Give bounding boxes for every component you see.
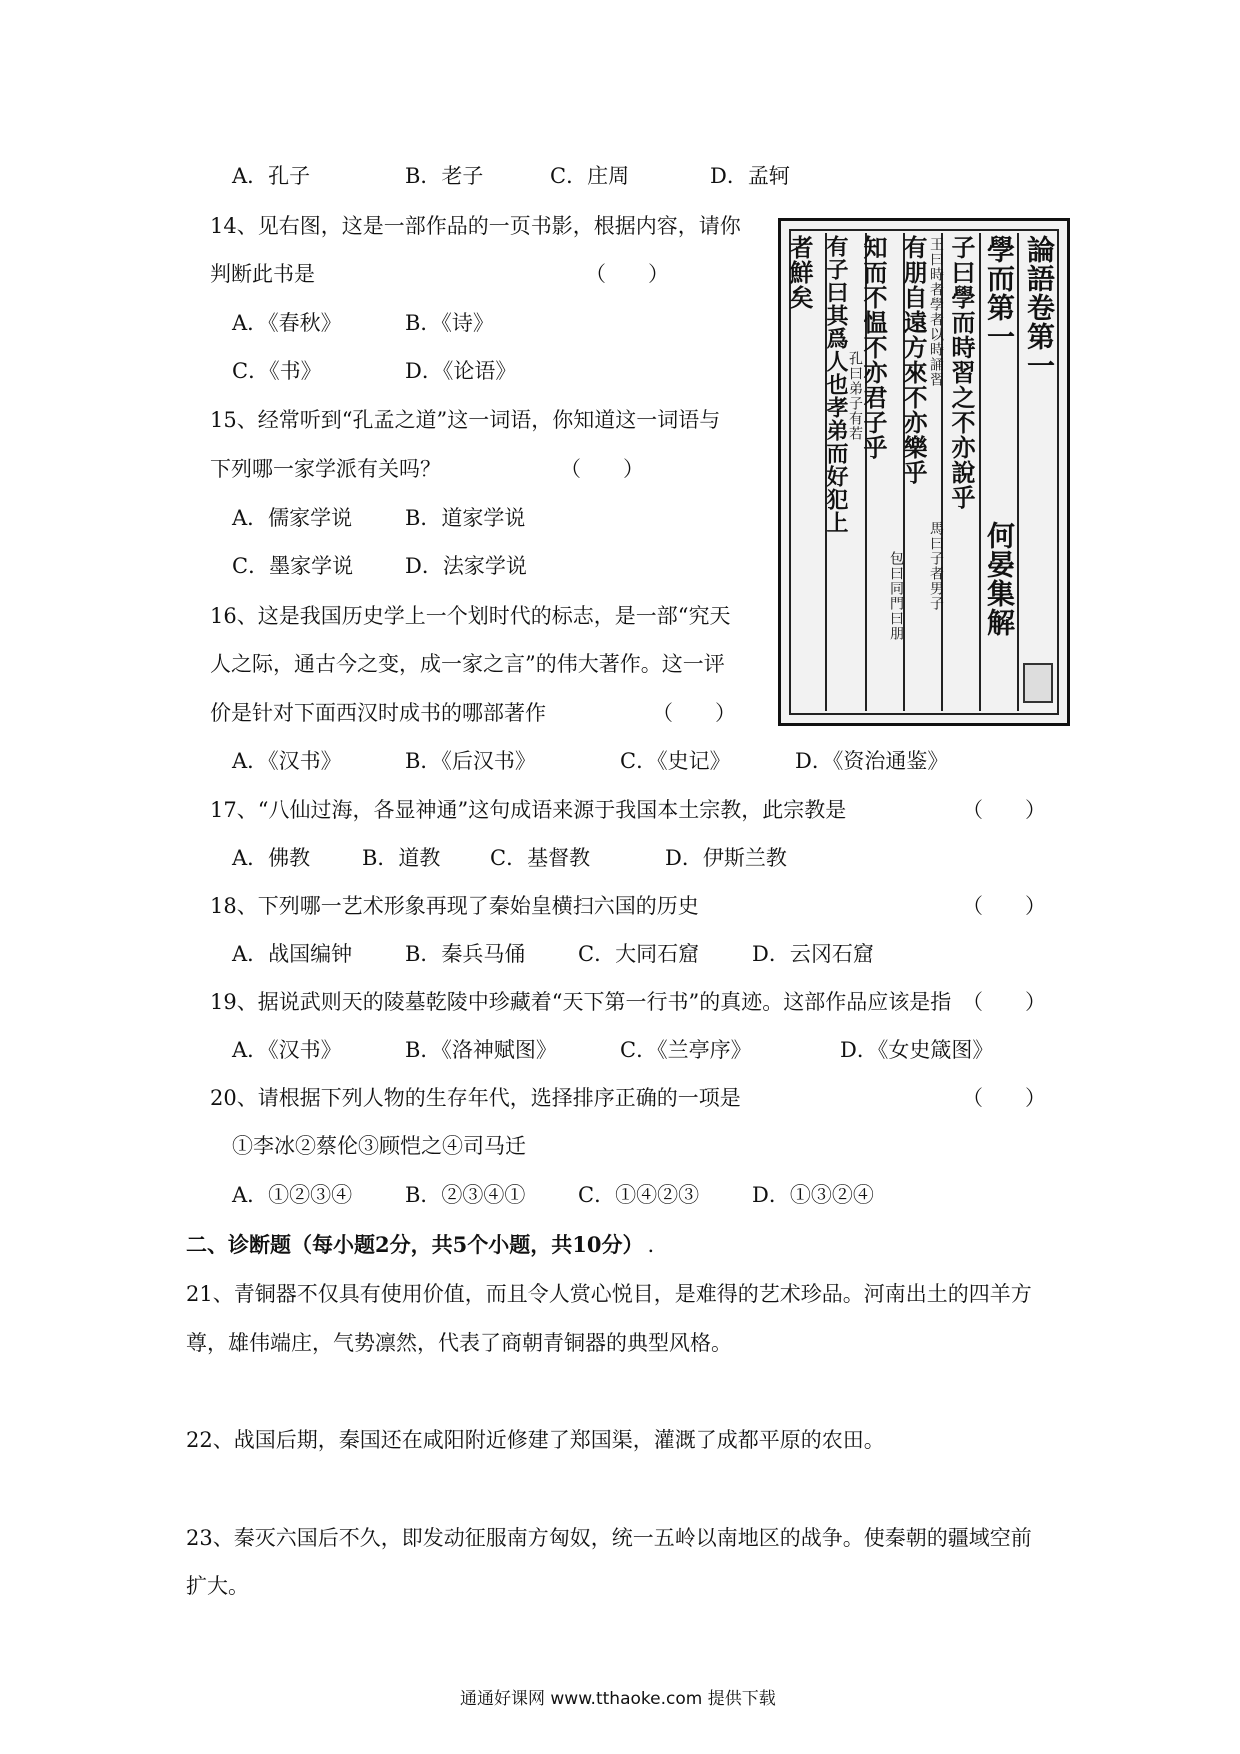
q16-option-a: A．《汉书》 <box>232 749 342 773</box>
book-col-line3: 知而不愠不亦君子乎 <box>859 235 888 460</box>
book-note-2: 包曰同門曰朋 <box>888 551 904 641</box>
q20-option-c: C．①④②③ <box>578 1183 700 1207</box>
section-2-heading <box>186 1229 654 1259</box>
q20-people-list: ①李冰②蔡伦③顾恺之④司马迁 <box>232 1134 526 1158</box>
book-col-title: 論語卷第一 <box>1023 235 1056 380</box>
q16-option-d: D．《资治通鉴》 <box>795 749 949 773</box>
q17-option-c: C．基督教 <box>490 846 591 870</box>
book-col-commentator: 何晏集解 <box>983 521 1016 637</box>
book-col-line1: 子曰學而時習之不亦說乎 <box>947 235 976 510</box>
q20-option-d: D．①③②④ <box>752 1183 874 1207</box>
q14-option-a: A．《春秋》 <box>232 311 342 335</box>
section-2-dot: . <box>647 1233 655 1257</box>
book-seal-stamp <box>1023 663 1053 703</box>
q18-option-d: D．云冈石窟 <box>752 942 874 966</box>
q17-text-line1: 17、“八仙过海，各显神通”这句成语来源于我国本土宗教，此宗教是 <box>210 798 847 822</box>
q16-answer-paren: （ ） <box>652 701 736 725</box>
q23-text-line2: 扩大。 <box>186 1574 249 1598</box>
book-col-chapter: 學而第一 <box>983 235 1016 351</box>
q20-text-line1: 20、请根据下列人物的生存年代，选择排序正确的一项是 <box>210 1086 741 1110</box>
q23-text-line1: 23、秦灭六国后不久，即发动征服南方匈奴，统一五岭以南地区的战争。使秦朝的疆域空前 <box>186 1526 1032 1550</box>
book-col-line4: 有子曰其爲人也孝弟而好犯上 <box>823 235 849 534</box>
q14-text-line2: 判断此书是 <box>210 262 315 286</box>
q19-option-c: C．《兰亭序》 <box>620 1038 752 1062</box>
q19-option-d: D．《女史箴图》 <box>840 1038 994 1062</box>
q20-option-b: B．②③④① <box>405 1183 526 1207</box>
q14-answer-paren: （ ） <box>585 262 669 286</box>
q19-text-line1: 19、据说武则天的陵墓乾陵中珍藏着“天下第一行书”的真迹。这部作品应该是指 <box>210 990 952 1014</box>
q19-answer-paren: （ ） <box>962 990 1046 1014</box>
q20-answer-paren: （ ） <box>962 1086 1046 1110</box>
q18-answer-paren: （ ） <box>962 894 1046 918</box>
q15-answer-paren: （ ） <box>560 457 644 481</box>
book-page-image <box>778 218 1070 726</box>
q15-option-d: D．法家学说 <box>405 554 527 578</box>
q16-text-line3: 价是针对下面西汉时成书的哪部著作 <box>210 701 546 725</box>
q21-text-line2: 尊，雄伟端庄，气势凛然，代表了商朝青铜器的典型风格。 <box>186 1331 732 1355</box>
page-footer: 通通好课网 www.tthaoke.com 提供下载 <box>460 1689 776 1709</box>
book-col-line2: 有朋自遠方來不亦樂乎 <box>899 235 928 485</box>
book-note-1: 王曰時者學者以時誦習 <box>928 237 944 387</box>
q22-text-line1: 22、战国后期，秦国还在咸阳附近修建了郑国渠，灌溉了成都平原的农田。 <box>186 1428 885 1452</box>
q14-option-c: C．《书》 <box>232 359 322 383</box>
q16-text-line1: 16、这是我国历史学上一个划时代的标志，是一部“究天 <box>210 604 731 628</box>
q14-text-line1: 14、见右图，这是一部作品的一页书影，根据内容，请你 <box>210 214 741 238</box>
q17-option-a: A．佛教 <box>232 846 311 870</box>
q15-text-line2: 下列哪一家学派有关吗？ <box>210 457 441 481</box>
q15-option-b: B．道家学说 <box>405 506 526 530</box>
q13-option-c: C．庄周 <box>550 164 630 188</box>
q13-option-b: B．老子 <box>405 164 484 188</box>
q13-option-a: A．孔子 <box>232 164 311 188</box>
q18-option-b: B．秦兵马俑 <box>405 942 526 966</box>
q16-text-line2: 人之际，通古今之变，成一家之言”的伟大著作。这一评 <box>210 652 725 676</box>
q20-option-a: A．①②③④ <box>232 1183 353 1207</box>
q17-option-d: D．伊斯兰教 <box>665 846 787 870</box>
q15-option-c: C．墨家学说 <box>232 554 354 578</box>
q18-option-a: A．战国编钟 <box>232 942 353 966</box>
book-note-0: 馬曰子者男子 <box>928 521 944 611</box>
book-column-rule <box>979 233 981 711</box>
book-col-line5: 者鮮矣 <box>785 235 814 310</box>
q14-option-d: D．《论语》 <box>405 359 517 383</box>
q14-option-b: B．《诗》 <box>405 311 494 335</box>
q13-option-d: D．孟轲 <box>710 164 790 188</box>
q17-option-b: B．道教 <box>362 846 441 870</box>
section-2-title: 二、诊断题（每小题2分，共5个小题，共10分） <box>186 1232 644 1257</box>
book-note-3: 孔曰弟子有若 <box>847 351 863 441</box>
q15-option-a: A．儒家学说 <box>232 506 353 530</box>
q19-option-a: A．《汉书》 <box>232 1038 342 1062</box>
q19-option-b: B．《洛神赋图》 <box>405 1038 557 1062</box>
q17-answer-paren: （ ） <box>962 798 1046 822</box>
q18-option-c: C．大同石窟 <box>578 942 700 966</box>
q21-text-line1: 21、青铜器不仅具有使用价值，而且令人赏心悦目，是难得的艺术珍品。河南出土的四羊方 <box>186 1282 1032 1306</box>
q15-text-line1: 15、经常听到“孔孟之道”这一词语，你知道这一词语与 <box>210 408 721 432</box>
q16-option-c: C．《史记》 <box>620 749 731 773</box>
book-column-rule <box>1017 233 1019 711</box>
q16-option-b: B．《后汉书》 <box>405 749 536 773</box>
q18-text-line1: 18、下列哪一艺术形象再现了秦始皇横扫六国的历史 <box>210 894 699 918</box>
